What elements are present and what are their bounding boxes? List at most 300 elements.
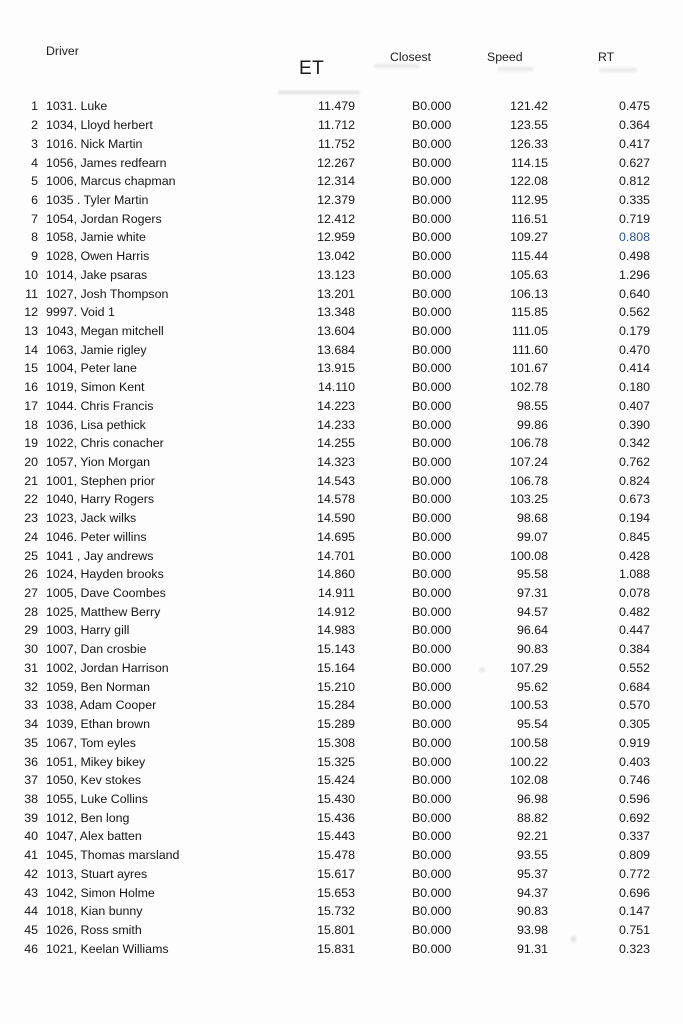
closest-cell: B0.000 (412, 848, 452, 863)
closest-cell: B0.000 (412, 417, 452, 432)
rt-cell: 0.746 (618, 773, 650, 788)
table-row (0, 546, 683, 565)
closest-cell: B0.000 (412, 249, 452, 264)
speed-cell: 106.13 (510, 286, 548, 301)
position-cell: 8 (31, 230, 38, 245)
results-table-body (0, 97, 683, 958)
closest-cell: B0.000 (412, 791, 452, 806)
speed-cell: 93.98 (516, 922, 548, 937)
closest-cell: B0.000 (412, 174, 452, 189)
closest-cell: B0.000 (412, 922, 452, 937)
position-cell: 22 (24, 492, 38, 507)
rt-cell: 0.692 (618, 810, 650, 825)
rt-cell: 0.562 (618, 305, 650, 320)
closest-cell: B0.000 (412, 679, 452, 694)
position-cell: 15 (24, 361, 38, 376)
driver-cell: 1021, Keelan Williams (46, 941, 169, 956)
table-row (0, 846, 683, 865)
speed-cell: 88.82 (516, 810, 548, 825)
driver-cell: 1044. Chris Francis (46, 398, 154, 413)
et-cell: 15.436 (317, 810, 355, 825)
et-cell: 15.143 (317, 642, 355, 657)
speed-cell: 116.51 (511, 211, 548, 226)
rt-cell: 0.762 (618, 455, 650, 470)
speed-cell: 94.37 (516, 885, 548, 900)
driver-cell: 1039, Ethan brown (46, 717, 151, 732)
column-header-closest: Closest (390, 50, 432, 64)
driver-cell: 1019, Simon Kent (46, 380, 145, 395)
speed-cell: 95.37 (516, 866, 548, 881)
position-cell: 7 (31, 211, 38, 226)
speed-cell: 92.21 (516, 829, 548, 844)
closest-cell: B0.000 (412, 810, 452, 825)
position-cell: 24 (24, 529, 38, 544)
position-cell: 30 (24, 642, 38, 657)
closest-cell: B0.000 (412, 380, 452, 395)
rt-cell: 0.428 (618, 548, 650, 563)
closest-cell: B0.000 (412, 192, 452, 207)
closest-cell: B0.000 (412, 866, 452, 881)
rt-cell: 0.078 (618, 586, 650, 601)
position-cell: 20 (24, 455, 38, 470)
closest-cell: B0.000 (412, 342, 452, 357)
rt-cell: 0.552 (618, 660, 650, 675)
et-cell: 14.323 (317, 455, 355, 470)
table-row (0, 677, 683, 696)
et-cell: 14.590 (317, 511, 355, 526)
rt-cell: 0.812 (618, 174, 650, 189)
et-cell: 15.289 (317, 717, 355, 732)
et-cell: 15.325 (317, 754, 355, 769)
speed-cell: 115.85 (511, 305, 548, 320)
table-row (0, 153, 683, 172)
position-cell: 46 (24, 941, 38, 956)
rt-cell: 0.498 (618, 249, 650, 264)
closest-cell: B0.000 (412, 155, 452, 170)
et-cell: 14.695 (317, 529, 355, 544)
et-cell: 12.412 (317, 211, 355, 226)
driver-cell: 1042, Simon Holme (46, 885, 155, 900)
position-cell: 23 (24, 511, 38, 526)
speed-cell: 115.44 (511, 249, 548, 264)
rt-cell: 0.696 (618, 885, 650, 900)
et-cell: 15.801 (317, 922, 355, 937)
table-row (0, 228, 683, 247)
table-row (0, 602, 683, 621)
position-cell: 32 (24, 679, 38, 694)
closest-cell: B0.000 (412, 286, 452, 301)
speed-cell: 123.55 (510, 118, 548, 133)
rt-cell: 0.414 (618, 361, 650, 376)
driver-cell: 1054, Jordan Rogers (46, 211, 162, 226)
et-cell: 12.267 (317, 155, 355, 170)
speed-cell: 94.57 (516, 604, 548, 619)
rt-cell: 0.772 (618, 866, 650, 881)
et-cell: 15.443 (317, 829, 355, 844)
driver-cell: 1041 , Jay andrews (46, 548, 154, 563)
et-cell: 15.424 (317, 773, 355, 788)
position-cell: 3 (31, 136, 38, 151)
position-cell: 26 (24, 567, 38, 582)
driver-cell: 1012, Ben long (46, 810, 130, 825)
speed-cell: 109.27 (510, 230, 548, 245)
rt-cell: 0.627 (618, 155, 650, 170)
rt-cell: 0.570 (618, 698, 650, 713)
speed-cell: 93.55 (516, 848, 548, 863)
et-cell: 14.578 (317, 492, 355, 507)
et-cell: 14.255 (317, 436, 355, 451)
et-cell: 13.915 (317, 361, 355, 376)
table-row (0, 322, 683, 341)
position-cell: 14 (24, 342, 38, 357)
driver-cell: 1025, Matthew Berry (46, 604, 161, 619)
rt-cell: 0.640 (618, 286, 650, 301)
speed-cell: 99.07 (516, 529, 548, 544)
table-row (0, 790, 683, 809)
speed-cell: 105.63 (510, 267, 548, 282)
driver-cell: 1027, Josh Thompson (46, 286, 169, 301)
closest-cell: B0.000 (412, 660, 452, 675)
speed-cell: 100.08 (510, 548, 548, 563)
table-row (0, 621, 683, 640)
driver-cell: 1031. Luke (46, 99, 108, 114)
rt-cell: 0.919 (618, 735, 650, 750)
et-cell: 15.653 (317, 885, 355, 900)
driver-cell: 1013, Stuart ayres (46, 866, 148, 881)
rt-cell: 0.147 (618, 904, 650, 919)
table-row (0, 247, 683, 266)
closest-cell: B0.000 (412, 323, 452, 338)
closest-cell: B0.000 (412, 885, 452, 900)
speed-cell: 95.62 (516, 679, 548, 694)
position-cell: 34 (24, 717, 38, 732)
rt-cell: 0.719 (618, 211, 650, 226)
position-cell: 39 (24, 810, 38, 825)
speed-cell: 121.42 (510, 99, 548, 114)
table-row (0, 921, 683, 940)
et-cell: 14.223 (317, 398, 355, 413)
driver-cell: 1005, Dave Coombes (46, 586, 166, 601)
position-cell: 45 (24, 922, 38, 937)
closest-cell: B0.000 (412, 511, 452, 526)
rt-cell: 1.088 (618, 567, 650, 582)
rt-cell: 0.684 (618, 679, 650, 694)
rt-cell: 0.673 (618, 492, 650, 507)
speed-cell: 95.58 (516, 567, 548, 582)
et-cell: 15.284 (317, 698, 355, 713)
closest-cell: B0.000 (412, 136, 452, 151)
driver-cell: 1058, Jamie white (46, 230, 146, 245)
rt-cell: 0.390 (618, 417, 650, 432)
rt-cell: 0.323 (618, 941, 650, 956)
speed-cell: 91.31 (516, 941, 548, 956)
position-cell: 10 (24, 267, 38, 282)
speed-cell: 126.33 (510, 136, 548, 151)
position-cell: 37 (24, 773, 38, 788)
position-cell: 42 (24, 866, 38, 881)
driver-cell: 1059, Ben Norman (46, 679, 151, 694)
driver-cell: 1001, Stephen prior (46, 473, 155, 488)
table-row (0, 134, 683, 153)
table-row (0, 116, 683, 135)
et-cell: 14.912 (317, 604, 355, 619)
table-row (0, 827, 683, 846)
driver-cell: 1051, Mikey bikey (46, 754, 146, 769)
position-cell: 29 (24, 623, 38, 638)
position-cell: 17 (24, 398, 38, 413)
et-cell: 15.831 (317, 941, 355, 956)
table-row (0, 939, 683, 958)
closest-cell: B0.000 (412, 829, 452, 844)
scan-smudge (374, 64, 420, 68)
table-row (0, 771, 683, 790)
column-header-rt: RT (598, 50, 615, 64)
table-row (0, 733, 683, 752)
table-row (0, 378, 683, 397)
speed-cell: 99.86 (516, 417, 548, 432)
et-cell: 14.110 (318, 380, 355, 395)
speed-cell: 107.29 (510, 660, 548, 675)
et-cell: 15.430 (317, 791, 355, 806)
table-row (0, 265, 683, 284)
table-row (0, 808, 683, 827)
table-row (0, 303, 683, 322)
speed-cell: 100.58 (510, 735, 548, 750)
table-row (0, 415, 683, 434)
driver-cell: 1036, Lisa pethick (46, 417, 146, 432)
position-cell: 40 (24, 829, 38, 844)
closest-cell: B0.000 (412, 99, 452, 114)
closest-cell: B0.000 (412, 773, 452, 788)
table-row (0, 752, 683, 771)
closest-cell: B0.000 (412, 529, 452, 544)
et-cell: 11.712 (318, 118, 355, 133)
closest-cell: B0.000 (412, 904, 452, 919)
speed-cell: 100.53 (510, 698, 548, 713)
et-cell: 13.604 (317, 323, 355, 338)
closest-cell: B0.000 (412, 492, 452, 507)
position-cell: 44 (24, 904, 38, 919)
position-cell: 38 (24, 791, 38, 806)
et-cell: 13.123 (317, 267, 355, 282)
speed-cell: 90.83 (516, 904, 548, 919)
driver-cell: 1002, Jordan Harrison (46, 660, 169, 675)
rt-cell: 0.845 (618, 529, 650, 544)
closest-cell: B0.000 (412, 717, 452, 732)
et-cell: 14.543 (317, 473, 355, 488)
table-row (0, 696, 683, 715)
position-cell: 19 (24, 436, 38, 451)
speed-cell: 122.08 (510, 174, 548, 189)
rt-cell: 0.470 (618, 342, 650, 357)
et-cell: 15.732 (317, 904, 355, 919)
et-cell: 13.201 (317, 286, 355, 301)
driver-cell: 1038, Adam Cooper (46, 698, 157, 713)
driver-cell: 1022, Chris conacher (46, 436, 164, 451)
driver-cell: 1028, Owen Harris (46, 249, 150, 264)
speed-cell: 96.98 (516, 791, 548, 806)
scan-smudge (599, 68, 637, 72)
position-cell: 43 (24, 885, 38, 900)
closest-cell: B0.000 (412, 473, 452, 488)
closest-cell: B0.000 (412, 398, 452, 413)
closest-cell: B0.000 (412, 604, 452, 619)
position-cell: 2 (31, 118, 38, 133)
speed-cell: 111.60 (511, 342, 548, 357)
closest-cell: B0.000 (412, 586, 452, 601)
speed-cell: 95.54 (516, 717, 548, 732)
table-row (0, 528, 683, 547)
column-header-et: ET (299, 58, 325, 79)
rt-cell: 0.447 (618, 623, 650, 638)
position-cell: 6 (31, 192, 38, 207)
table-row (0, 191, 683, 210)
rt-cell: 0.337 (618, 829, 650, 844)
closest-cell: B0.000 (412, 642, 452, 657)
scan-smudge (278, 91, 360, 94)
rt-cell: 1.296 (618, 267, 650, 282)
rt-cell: 0.824 (618, 473, 650, 488)
table-row (0, 509, 683, 528)
table-row (0, 902, 683, 921)
rt-cell: 0.809 (618, 848, 650, 863)
position-cell: 25 (24, 548, 38, 563)
et-cell: 12.959 (317, 230, 355, 245)
closest-cell: B0.000 (412, 623, 452, 638)
position-cell: 4 (31, 155, 38, 170)
table-row (0, 397, 683, 416)
et-cell: 15.617 (317, 866, 355, 881)
position-cell: 28 (24, 604, 38, 619)
driver-cell: 1018, Kian bunny (46, 904, 143, 919)
driver-cell: 1023, Jack wilks (46, 511, 137, 526)
rt-cell: 0.384 (618, 642, 650, 657)
rt-cell: 0.194 (618, 511, 650, 526)
closest-cell: B0.000 (412, 118, 452, 133)
table-row (0, 453, 683, 472)
speed-cell: 111.05 (511, 323, 548, 338)
position-cell: 5 (31, 174, 38, 189)
et-cell: 11.479 (318, 99, 355, 114)
driver-cell: 1056, James redfearn (46, 155, 167, 170)
et-cell: 14.860 (317, 567, 355, 582)
speed-cell: 97.31 (516, 586, 548, 601)
table-row (0, 640, 683, 659)
position-cell: 18 (24, 417, 38, 432)
rt-cell: 0.482 (618, 604, 650, 619)
driver-cell: 1007, Dan crosbie (46, 642, 147, 657)
closest-cell: B0.000 (412, 941, 452, 956)
speed-cell: 98.68 (516, 511, 548, 526)
driver-cell: 1063, Jamie rigley (46, 342, 147, 357)
et-cell: 13.042 (317, 249, 355, 264)
speed-cell: 106.78 (510, 436, 548, 451)
table-row (0, 172, 683, 191)
driver-cell: 1043, Megan mitchell (46, 323, 164, 338)
closest-cell: B0.000 (412, 305, 452, 320)
speed-cell: 106.78 (510, 473, 548, 488)
position-cell: 33 (24, 698, 38, 713)
closest-cell: B0.000 (412, 548, 452, 563)
table-row (0, 584, 683, 603)
closest-cell: B0.000 (412, 361, 452, 376)
driver-cell: 1046. Peter willins (46, 529, 147, 544)
rt-cell: 0.179 (618, 323, 650, 338)
closest-cell: B0.000 (412, 698, 452, 713)
speed-cell: 100.22 (510, 754, 548, 769)
position-cell: 31 (24, 660, 38, 675)
driver-cell: 1035 . Tyler Martin (46, 192, 149, 207)
scan-smudge (497, 67, 533, 71)
closest-cell: B0.000 (412, 735, 452, 750)
speed-cell: 114.15 (511, 155, 548, 170)
table-row (0, 864, 683, 883)
speed-cell: 103.25 (510, 492, 548, 507)
driver-cell: 1055, Luke Collins (46, 791, 148, 806)
et-cell: 12.379 (317, 192, 355, 207)
table-row (0, 490, 683, 509)
table-row (0, 565, 683, 584)
table-row (0, 659, 683, 678)
rt-cell: 0.305 (618, 717, 650, 732)
et-cell: 13.348 (317, 305, 355, 320)
driver-cell: 1014, Jake psaras (46, 267, 148, 282)
et-cell: 14.983 (317, 623, 355, 638)
closest-cell: B0.000 (412, 267, 452, 282)
rt-cell: 0.596 (618, 791, 650, 806)
et-cell: 12.314 (317, 174, 355, 189)
driver-cell: 1006, Marcus chapman (46, 174, 176, 189)
table-row (0, 715, 683, 734)
rt-cell: 0.407 (618, 398, 650, 413)
speed-cell: 102.08 (510, 773, 548, 788)
position-cell: 9 (31, 249, 38, 264)
rt-cell: 0.342 (618, 436, 650, 451)
rt-cell: 0.417 (618, 136, 650, 151)
table-row (0, 434, 683, 453)
et-cell: 15.164 (317, 660, 355, 675)
column-header-speed: Speed (487, 50, 523, 64)
table-row (0, 340, 683, 359)
et-cell: 15.308 (317, 735, 355, 750)
driver-cell: 1024, Hayden brooks (46, 567, 164, 582)
rt-cell: 0.180 (618, 380, 650, 395)
position-cell: 16 (24, 380, 38, 395)
speed-cell: 101.67 (510, 361, 548, 376)
closest-cell: B0.000 (412, 754, 452, 769)
driver-cell: 1004, Peter lane (46, 361, 137, 376)
driver-cell: 1067, Tom eyles (46, 735, 137, 750)
position-cell: 1 (31, 99, 38, 114)
et-cell: 14.233 (317, 417, 355, 432)
table-row (0, 97, 683, 116)
position-cell: 21 (24, 473, 38, 488)
rt-cell: 0.808 (618, 230, 650, 245)
speed-cell: 102.78 (510, 380, 548, 395)
et-cell: 14.911 (318, 586, 355, 601)
et-cell: 15.210 (317, 679, 355, 694)
table-row (0, 284, 683, 303)
et-cell: 14.701 (317, 548, 355, 563)
driver-cell: 1047, Alex batten (46, 829, 142, 844)
et-cell: 13.684 (317, 342, 355, 357)
speed-cell: 112.95 (511, 192, 548, 207)
position-cell: 35 (24, 735, 38, 750)
closest-cell: B0.000 (412, 455, 452, 470)
speed-cell: 90.83 (516, 642, 548, 657)
table-row (0, 471, 683, 490)
driver-cell: 1050, Kev stokes (46, 773, 142, 788)
